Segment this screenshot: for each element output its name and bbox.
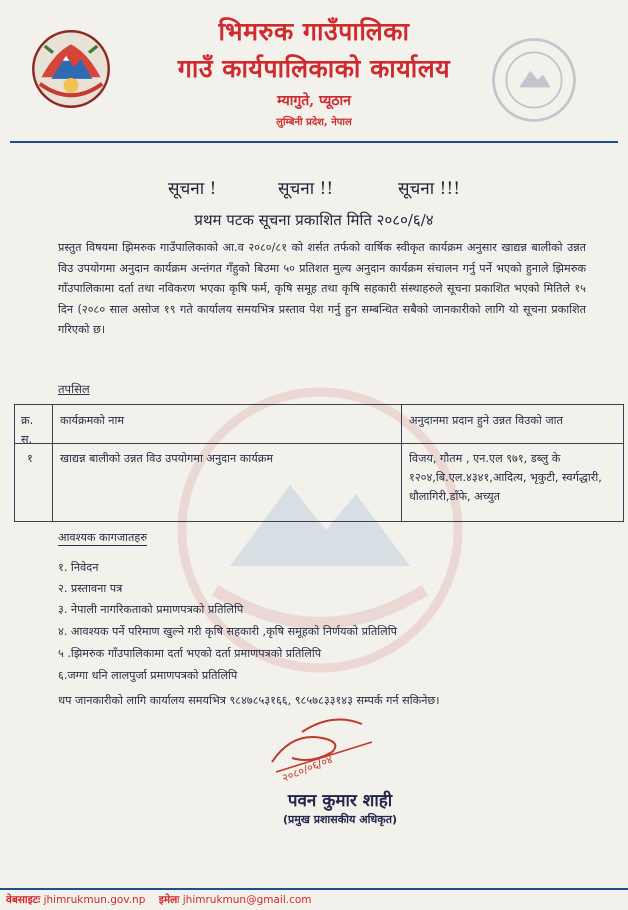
table-cell-varieties: विजय, गौतम , एन.एल ९७१, डब्लु के १२०४,बि.एल.४३४१,आदित्य, भृकुटी, स्वर्गद्धारी, धौलागिरी,डाँफे, अच्युत <box>409 452 602 503</box>
signature-date: २०८०/०६/०४ <box>280 752 335 785</box>
document-item: २. प्रस्तावना पत्र <box>58 582 123 595</box>
table-cell-program: खाद्यन्न बालीको उन्नत विउ उपयोगमा अनुदान कार्यक्रम <box>60 452 274 465</box>
footer-website-label: वेबसाइटः <box>6 894 41 906</box>
office-province: लुम्बिनी प्रदेश, नेपाल <box>276 117 352 128</box>
document-item: ६.जग्गा धनि लालपुर्जा प्रमाणपत्रको प्रतिलिपि <box>58 669 238 682</box>
document-item: १. निवेदन <box>58 561 99 574</box>
notice-heading-1: सूचना ! <box>168 179 217 199</box>
footer-divider <box>0 888 628 890</box>
footer-website[interactable]: jhimrukmun.gov.np <box>43 894 146 906</box>
publication-date: प्रथम पटक सूचना प्रकाशित मिति २०८०/६/४ <box>194 211 434 229</box>
signer-title: (प्रमुख प्रशासकीय अधिकृत) <box>283 813 397 826</box>
table-cell-sn: १ <box>27 452 33 465</box>
office-address: म्यागुते, प्यूठान <box>277 93 351 109</box>
notice-heading-3: सूचना !!! <box>398 179 461 199</box>
table-header-varieties: अनुदानमा प्रदान हुने उन्नत विउको जात <box>409 414 563 427</box>
table-header-sn: क्र. स. <box>21 414 34 446</box>
document-item: ५ .झिमरुक गाँउपालिकामा दर्ता भएको दर्ता प्रमाणपत्रको प्रतिलिपि <box>58 647 322 660</box>
office-title-line1: भिमरुक गाउँपालिका <box>218 17 410 46</box>
office-title-line2: गाउँ कार्यपालिकाको कार्यालय <box>177 54 451 83</box>
signer-name: पवन कुमार शाही <box>287 791 393 811</box>
details-label: तपसिल <box>58 382 90 396</box>
header-divider <box>10 141 618 143</box>
handwritten-signature <box>262 702 386 786</box>
footer-email[interactable]: jhimrukmun@gmail.com <box>182 894 312 906</box>
document-item: ४. आवश्यक पर्ने परिमाण खुल्ने गरी कृषि सहकारी ,कृषि समूहको निर्णयको प्रतिलिपि <box>58 625 397 638</box>
footer-email-label: इमेलः <box>158 894 180 906</box>
contact-info: थप जानकारीको लागि कार्यालय समयभित्र ९८४७८५३१६६, ९८५७८३३१४३ सम्पर्क गर्न सकिनेछ। <box>58 694 440 707</box>
footer <box>6 893 626 907</box>
notice-body: प्रस्तुत विषयमा झिमरुक गाउँपालिकाको आ.व २०८०/८१ को शर्सत तर्फको वार्षिक स्वीकृत कार्यक्रम अनुसार खाद्यन्न बालीको उन्नत विउ उपयोगमा अनुदान कार्यक्रम अन्तंगत गँहुको बिउमा ५० प्रतिशत मुल्य अनुदान कार्यक्रम संचालन गर्नु पर्ने भएको हुनाले झिमरुक गाँउपालिकामा दर्ता तथा नविकरण भएका कृषि फर्म, कृषि समूह तथा कृषि सहकारी संस्थाहरुले सूचना प्रकाशित भएको मितिले १५ दिन (२०८० साल असोज १९ गते कार्यालय समयभित्र प्रस्ताव पेश गर्नु हुन सम्बन्धित सबैको जानकारीको लागि यो सूचना प्रकाशित गरिएको छ। <box>58 241 586 337</box>
notice-heading-2: सूचना !! <box>278 179 334 199</box>
program-table <box>14 404 624 522</box>
document-item: ३. नेपाली नागरिकताको प्रमाणपत्रको प्रतिलिपि <box>58 603 244 616</box>
table-header-program: कार्यक्रमको नाम <box>60 414 125 427</box>
required-documents-title: आवश्यक कागजातहरु <box>58 531 148 544</box>
